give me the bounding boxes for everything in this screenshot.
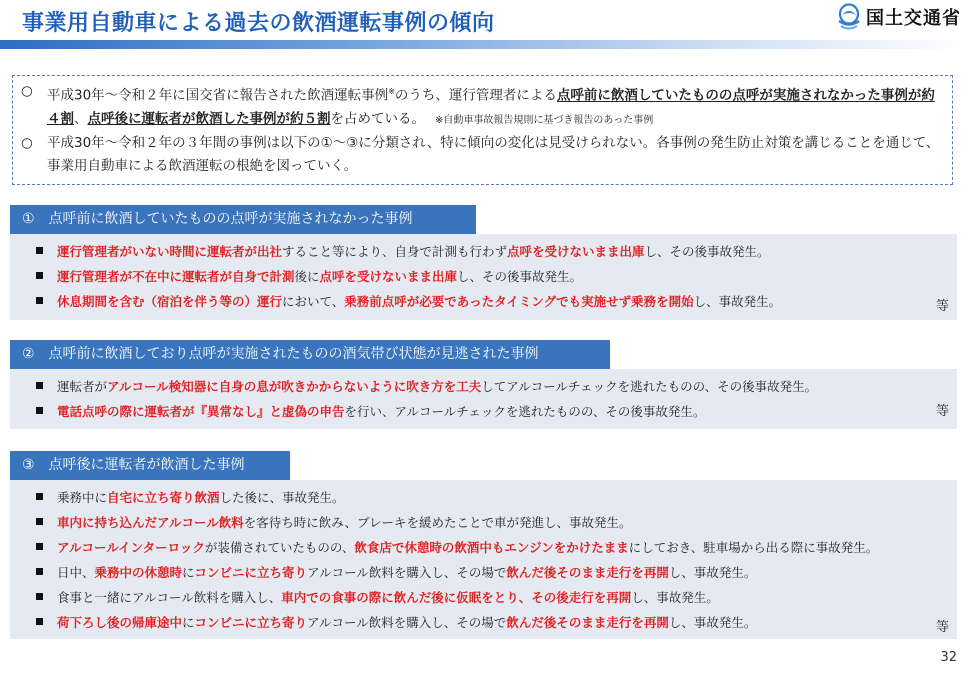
case-text: に: [182, 564, 195, 580]
circle-bullet: ○: [21, 83, 33, 99]
case-text: し、事故発生。: [693, 293, 782, 309]
footnote-text: ※自動車事故報告規則に基づき報告のあった事例: [435, 114, 654, 126]
square-bullet-icon: [36, 272, 43, 279]
case-text: において、: [282, 293, 345, 309]
ministry-logo: [836, 2, 961, 32]
square-bullet-icon: [36, 568, 43, 575]
highlighted-text: アルコールインターロック: [57, 539, 205, 555]
highlight-stat-post-rollcall: 点呼後に運転者が飲酒した事例が約５割: [87, 110, 331, 127]
square-bullet-icon: [36, 518, 43, 525]
case-text: 日中、: [57, 564, 95, 580]
case-text: 乗務中に: [57, 489, 108, 505]
summary-point-2: [21, 132, 944, 178]
highlighted-text: 荷下ろし後の帰庫途中: [57, 614, 183, 630]
highlighted-text: 電話点呼の際に運転者が『異常なし』と虚偽の申告: [57, 403, 345, 419]
case-text: アルコール飲料を購入し、その場で: [307, 614, 507, 630]
etc-label: 等: [935, 404, 949, 419]
summary-text: 、: [74, 110, 88, 127]
square-bullet-icon: [36, 618, 43, 625]
summary-text: 平成30年～令和２年に国交省に報告された飲酒運転事例: [47, 87, 389, 104]
circle-bullet: ○: [21, 134, 33, 151]
footnote-mark: ※: [388, 87, 395, 96]
case-text: し、事故発生。: [668, 564, 757, 580]
square-bullet-icon: [36, 382, 43, 389]
section-body-3: [10, 480, 957, 639]
etc-label: 等: [935, 620, 949, 635]
highlighted-text: アルコール検知器に自身の息が吹きかからないように吹き方を工夫: [107, 378, 482, 394]
case-item: [36, 559, 943, 584]
summary-text: 平成30年～令和２年の３年間の事例は以下の①～③に分類され、特に傾向の変化は見受けられない。各事例の発生防止対策を講じることを通じて、事業用自動車による飲酒運転の根絶を図っていく。: [47, 134, 940, 174]
case-item: [36, 484, 943, 509]
case-text: にしておき、駐車場から出る際に事故発生。: [628, 539, 879, 555]
case-text: してアルコールチェックを逃れたものの、その後事故発生。: [481, 378, 818, 394]
highlighted-text: コンビニに立ち寄り: [194, 614, 308, 630]
section-heading-2: ② 点呼前に飲酒しており点呼が実施されたものの酒気帯び状態が見逃された事例: [10, 340, 610, 369]
summary-text: のうち、運行管理者による: [394, 87, 557, 104]
section-body-2: [10, 369, 957, 429]
case-item: [36, 373, 943, 398]
case-item: [36, 398, 943, 423]
highlighted-text: 車内に持ち込んだアルコール飲料: [57, 514, 244, 530]
section-heading-3: ③ 点呼後に運転者が飲酒した事例: [10, 451, 290, 480]
case-text: を客待ち時に飲み、ブレーキを緩めたことで車が発進し、事故発生。: [243, 514, 632, 530]
case-text: し、その後事故発生。: [644, 243, 770, 259]
page-number: 32: [940, 650, 957, 665]
case-text: を行い、アルコールチェックを逃れたものの、その後事故発生。: [344, 403, 706, 419]
case-item: [36, 534, 943, 559]
square-bullet-icon: [36, 593, 43, 600]
highlighted-text: 飲食店で休憩時の飲酒中もエンジンをかけたまま: [354, 539, 629, 555]
highlighted-text: 車内での食事の際に飲んだ後に仮眠をとり、その後走行を再開: [281, 589, 632, 605]
highlighted-text: 乗務前点呼が必要であったタイミングでも実施せず乗務を開始: [344, 293, 694, 309]
section-heading-1: ① 点呼前に飲酒していたものの点呼が実施されなかった事例: [10, 205, 476, 234]
case-item: [36, 263, 943, 288]
summary-point-1: [21, 80, 944, 132]
summary-box: [12, 75, 953, 185]
case-text: すること等により、自身で計測も行わず: [282, 243, 508, 259]
highlight-stat-pre-rollcall: 点呼前に飲酒していたものの点呼が実施されなかった事例が約４割: [47, 87, 935, 127]
case-text: 後に: [294, 268, 320, 284]
case-text: アルコール飲料を購入し、その場で: [307, 564, 507, 580]
highlighted-text: コンビニに立ち寄り: [194, 564, 308, 580]
highlighted-text: 休息期間を含む（宿泊を伴う等の）運行: [57, 293, 283, 309]
section-body-1: [10, 234, 957, 320]
title-underline-band: [0, 40, 969, 49]
square-bullet-icon: [36, 493, 43, 500]
highlighted-text: 運行管理者が不在中に運転者が自身で計測: [57, 268, 295, 284]
case-item: [36, 584, 943, 609]
page-title: 事業用自動車による過去の飲酒運転事例の傾向: [22, 11, 495, 36]
square-bullet-icon: [36, 247, 43, 254]
case-text: 食事と一緒にアルコール飲料を購入し、: [57, 589, 282, 605]
case-text: に: [182, 614, 195, 630]
square-bullet-icon: [36, 297, 43, 304]
highlighted-text: 自宅に立ち寄り飲酒: [107, 489, 220, 505]
case-text: が装備されていたものの、: [204, 539, 355, 555]
highlighted-text: 運行管理者がいない時間に運転者が出社: [57, 243, 283, 259]
case-item: [36, 609, 943, 634]
square-bullet-icon: [36, 543, 43, 550]
case-text: し、その後事故発生。: [457, 268, 583, 284]
ministry-name: 国土交通省: [866, 8, 961, 29]
mlit-logo-icon: [836, 3, 862, 31]
case-item: [36, 288, 943, 313]
highlighted-text: 点呼を受けないまま出庫: [319, 268, 458, 284]
square-bullet-icon: [36, 407, 43, 414]
highlighted-text: 飲んだ後そのまま走行を再開: [506, 614, 669, 630]
etc-label: 等: [935, 299, 949, 314]
case-item: [36, 238, 943, 263]
case-text: 運転者が: [57, 378, 108, 394]
case-text: し、事故発生。: [668, 614, 757, 630]
summary-text: を占めている。: [330, 110, 425, 127]
case-text: した後に、事故発生。: [219, 489, 345, 505]
case-text: し、事故発生。: [631, 589, 719, 605]
highlighted-text: 乗務中の休憩時: [94, 564, 183, 580]
highlighted-text: 点呼を受けないまま出庫: [507, 243, 645, 259]
case-item: [36, 509, 943, 534]
highlighted-text: 飲んだ後そのまま走行を再開: [506, 564, 669, 580]
